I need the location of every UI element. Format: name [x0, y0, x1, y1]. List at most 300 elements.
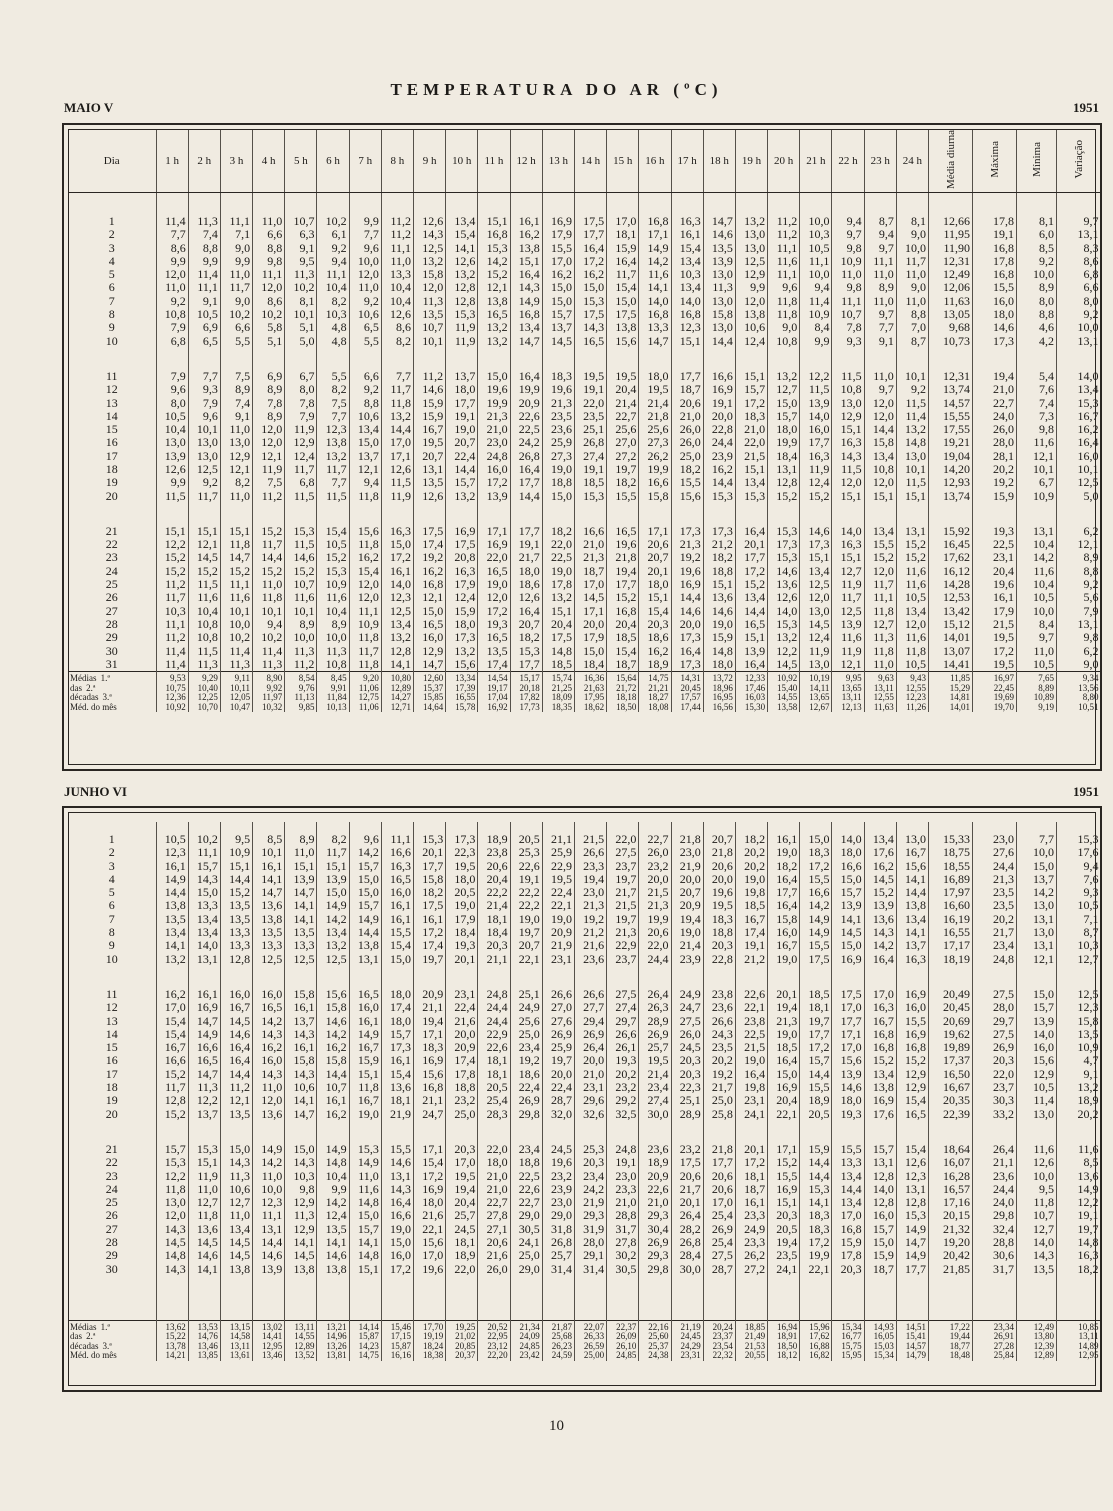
medias-label: [68, 1332, 156, 1342]
value-cell: 14,9: [639, 242, 671, 255]
value-cell: 14,3: [156, 1263, 188, 1276]
value-cell: 24,4: [478, 1015, 510, 1028]
value-cell: 22,3: [671, 1081, 703, 1094]
blank-cell: [671, 822, 703, 833]
value-cell: 12,0: [832, 476, 864, 489]
value-cell: 15,1: [542, 605, 574, 618]
day-cell: 1: [108, 833, 115, 846]
month-mean-value: 12,89: [1017, 1351, 1057, 1361]
blank-cell: [973, 1298, 1017, 1321]
value-cell: 19,7: [510, 926, 542, 939]
value-cell: 18,0: [703, 658, 735, 672]
table-row: [68, 1143, 1101, 1156]
value-cell: 17,9: [973, 605, 1017, 618]
value-cell: 19,7: [414, 953, 446, 966]
value-cell: 17,7: [510, 525, 542, 538]
value-cell: 11,2: [156, 578, 188, 591]
month-mean-value: 12,67: [800, 703, 832, 713]
value-cell: 15,4: [639, 605, 671, 618]
value-cell: 17,5: [574, 215, 606, 228]
blank-cell: [607, 1121, 639, 1143]
value-cell: 19,9: [800, 1249, 832, 1262]
medias-value: 26,23: [542, 1342, 574, 1352]
value-cell: 13,0: [220, 436, 252, 449]
value-cell: 10,1: [285, 308, 317, 321]
blank-cell: [864, 822, 896, 833]
table-row: [68, 1196, 1101, 1209]
value-cell: 7,4: [1017, 397, 1057, 410]
month-mean-value: 14,79: [896, 1351, 928, 1361]
value-cell: 23,9: [703, 450, 735, 463]
value-cell: 22,9: [607, 939, 639, 952]
value-cell: 13,3: [253, 939, 285, 952]
value-cell: 5,1: [285, 321, 317, 334]
value-cell: 25,1: [574, 423, 606, 436]
value-cell: 8,8: [1057, 565, 1101, 578]
blank-cell: [574, 503, 606, 525]
value-cell: 15,1: [800, 551, 832, 564]
value-cell: 11,0: [896, 268, 928, 281]
value-cell: 23,6: [973, 1170, 1017, 1183]
value-cell: 11,8: [768, 308, 800, 321]
value-cell: 9,2: [349, 295, 381, 308]
blank-cell: [188, 822, 220, 833]
value-cell: 20,4: [607, 618, 639, 631]
value-cell: 9,2: [896, 383, 928, 396]
day-cell: 8: [108, 308, 115, 322]
value-cell: 12,0: [478, 591, 510, 604]
value-cell: 16,07: [929, 1156, 973, 1169]
table-row: [68, 525, 1101, 538]
day-cell: 12: [105, 383, 118, 397]
value-cell: 18,5: [735, 899, 767, 912]
value-cell: 11,9: [188, 1170, 220, 1183]
blank-cell: [317, 1276, 349, 1298]
value-cell: 11,2: [414, 370, 446, 383]
blank-cell: [510, 1276, 542, 1298]
value-cell: 5,1: [253, 335, 285, 348]
blank-cell: [703, 192, 735, 215]
value-cell: 7,6: [1057, 873, 1101, 886]
value-cell: 29,6: [574, 1094, 606, 1107]
year-label-junho: 1951: [1073, 784, 1099, 799]
value-cell: 15,7: [1017, 1001, 1057, 1014]
value-cell: 12,0: [864, 565, 896, 578]
blank-cell: [768, 822, 800, 833]
decade-spacer-row: [68, 503, 1101, 525]
value-cell: 14,0: [864, 1183, 896, 1196]
value-cell: 9,3: [188, 383, 220, 396]
medias-value: 11,97: [253, 693, 285, 703]
value-cell: 10,9: [832, 255, 864, 268]
value-cell: 16,6: [832, 860, 864, 873]
value-cell: 20,7: [414, 450, 446, 463]
value-cell: 8,0: [1017, 295, 1057, 308]
value-cell: 15,9: [800, 1143, 832, 1156]
value-cell: 11,9: [800, 645, 832, 658]
blank-cell: [671, 1276, 703, 1298]
value-cell: 13,6: [1057, 1170, 1101, 1183]
value-cell: 19,5: [542, 873, 574, 886]
value-cell: 15,6: [446, 658, 478, 672]
value-cell: 14,8: [703, 645, 735, 658]
header-hour: 20 h: [768, 130, 800, 192]
value-cell: 20,9: [671, 899, 703, 912]
value-cell: 18,1: [607, 228, 639, 241]
value-cell: 18,0: [446, 383, 478, 396]
value-cell: 23,4: [510, 1041, 542, 1054]
value-cell: 23,9: [671, 953, 703, 966]
page-title: TEMPERATURA DO AR (ºC): [390, 80, 723, 99]
value-cell: 8,7: [896, 335, 928, 348]
value-cell: 14,4: [220, 1068, 252, 1081]
value-cell: 12,1: [832, 658, 864, 672]
value-cell: 19,0: [703, 618, 735, 631]
value-cell: 22,6: [510, 860, 542, 873]
month-mean-value: 24,59: [542, 1351, 574, 1361]
value-cell: 19,4: [574, 873, 606, 886]
value-cell: 9,7: [1057, 215, 1101, 228]
value-cell: 16,1: [188, 988, 220, 1001]
value-cell: 19,3: [607, 1054, 639, 1067]
value-cell: 12,0: [349, 591, 381, 604]
value-cell: 12,1: [349, 463, 381, 476]
value-cell: 6,7: [285, 370, 317, 383]
value-cell: 16,4: [735, 525, 767, 538]
value-cell: 20,42: [929, 1249, 973, 1262]
value-cell: 12,7: [832, 565, 864, 578]
blank-cell: [68, 966, 156, 988]
value-cell: 18,1: [381, 1094, 413, 1107]
value-cell: 12,0: [156, 1209, 188, 1222]
value-cell: 14,4: [800, 1068, 832, 1081]
blank-cell: [446, 503, 478, 525]
value-cell: 14,9: [317, 899, 349, 912]
value-cell: 14,2: [478, 255, 510, 268]
medias-value: 17,82: [510, 693, 542, 703]
value-cell: 16,5: [896, 1108, 928, 1121]
value-cell: 18,0: [446, 873, 478, 886]
value-cell: 15,4: [896, 1094, 928, 1107]
value-cell: 19,0: [478, 578, 510, 591]
value-cell: 14,7: [639, 335, 671, 348]
blank-cell: [253, 192, 285, 215]
value-cell: 12,8: [381, 645, 413, 658]
blank-cell: [735, 1298, 767, 1321]
value-cell: 14,3: [188, 873, 220, 886]
value-cell: 7,8: [832, 321, 864, 334]
blank-cell: [253, 1276, 285, 1298]
value-cell: 17,17: [929, 939, 973, 952]
month-mean-value: 12,71: [381, 703, 413, 713]
value-cell: 16,60: [929, 899, 973, 912]
medias-value: 15,34: [832, 1320, 864, 1332]
value-cell: 10,1: [414, 335, 446, 348]
value-cell: 13,5: [220, 899, 252, 912]
value-cell: 16,67: [929, 1081, 973, 1094]
value-cell: 25,7: [446, 1209, 478, 1222]
medias-value: 14,58: [220, 1332, 252, 1342]
value-cell: 9,7: [864, 242, 896, 255]
value-cell: 8,9: [1057, 551, 1101, 564]
value-cell: 16,2: [542, 268, 574, 281]
value-cell: 19,3: [446, 939, 478, 952]
value-cell: 10,4: [317, 605, 349, 618]
value-cell: 9,5: [220, 833, 252, 846]
day-cell: 20: [105, 489, 118, 503]
month-mean-value: 18,48: [929, 1351, 973, 1361]
value-cell: 12,1: [188, 538, 220, 551]
value-cell: 7,7: [349, 228, 381, 241]
blank-cell: [414, 1276, 446, 1298]
blank-cell: [1057, 966, 1101, 988]
value-cell: 10,5: [1057, 899, 1101, 912]
value-cell: 15,2: [478, 268, 510, 281]
value-cell: 22,4: [446, 1001, 478, 1014]
value-cell: 12,2: [156, 538, 188, 551]
value-cell: 24,8: [973, 953, 1017, 966]
value-cell: 15,0: [188, 886, 220, 899]
month-mean-value: 23,42: [510, 1351, 542, 1361]
value-cell: 22,2: [510, 886, 542, 899]
blank-cell: [381, 192, 413, 215]
blank-cell: [929, 503, 973, 525]
medias-value: 21,19: [671, 1320, 703, 1332]
value-cell: 16,2: [639, 645, 671, 658]
value-cell: 19,1: [574, 383, 606, 396]
value-cell: 11,3: [414, 295, 446, 308]
value-cell: 9,1: [864, 335, 896, 348]
value-cell: 20,2: [735, 860, 767, 873]
medias-row: [68, 1342, 1101, 1352]
blank-cell: [349, 966, 381, 988]
month-mean-value: 16,92: [478, 703, 510, 713]
blank-cell: [1057, 1276, 1101, 1298]
decade-number: 2.ª: [86, 1332, 96, 1342]
medias-value: 17,57: [671, 693, 703, 703]
value-cell: 15,0: [1017, 988, 1057, 1001]
value-cell: 7,9: [285, 410, 317, 423]
value-cell: 13,4: [671, 281, 703, 294]
value-cell: 23,1: [973, 551, 1017, 564]
value-cell: 25,9: [542, 436, 574, 449]
value-cell: 21,8: [671, 833, 703, 846]
value-cell: 12,4: [735, 335, 767, 348]
value-cell: 17,5: [542, 631, 574, 644]
value-cell: 16,3: [381, 525, 413, 538]
header-maxima-text: Máxima: [988, 141, 1001, 178]
medias-value: 13,11: [285, 1320, 317, 1332]
value-cell: 26,1: [607, 1041, 639, 1054]
month-mean-value: 16,16: [381, 1351, 413, 1361]
value-cell: 21,32: [929, 1223, 973, 1236]
value-cell: 9,2: [1017, 255, 1057, 268]
value-cell: 23,1: [446, 988, 478, 1001]
value-cell: 10,6: [735, 321, 767, 334]
value-cell: 20,1: [446, 953, 478, 966]
decade-number: 1.ª: [100, 1321, 110, 1332]
value-cell: 11,2: [768, 228, 800, 241]
value-cell: 21,4: [639, 397, 671, 410]
value-cell: 16,89: [929, 873, 973, 886]
value-cell: 11,6: [832, 631, 864, 644]
value-cell: 23,1: [574, 1081, 606, 1094]
medias-value: 14,96: [317, 1332, 349, 1342]
value-cell: 15,1: [671, 335, 703, 348]
value-cell: 5,0: [1057, 490, 1101, 503]
value-cell: 18,0: [832, 846, 864, 859]
value-cell: 26,6: [574, 846, 606, 859]
value-cell: 16,9: [864, 1094, 896, 1107]
value-cell: 18,1: [478, 1054, 510, 1067]
value-cell: 15,2: [253, 565, 285, 578]
value-cell: 14,6: [381, 1156, 413, 1169]
value-cell: 13,9: [832, 1068, 864, 1081]
value-cell: 14,01: [929, 631, 973, 644]
medias-value: 20,85: [446, 1342, 478, 1352]
value-cell: 20,6: [703, 1183, 735, 1196]
value-cell: 16,8: [414, 1081, 446, 1094]
junho-frame: [62, 806, 1102, 1392]
medias-value: 14,55: [768, 693, 800, 703]
value-cell: 18,1: [446, 1236, 478, 1249]
value-cell: 19,1: [973, 228, 1017, 241]
value-cell: 13,2: [896, 423, 928, 436]
value-cell: 16,9: [703, 383, 735, 396]
value-cell: 18,7: [735, 1183, 767, 1196]
value-cell: 14,1: [285, 1094, 317, 1107]
day-cell: 26: [105, 591, 118, 605]
table-row: [68, 463, 1101, 476]
blank-cell: [285, 966, 317, 988]
value-cell: 28,0: [973, 436, 1017, 449]
value-cell: 9,7: [864, 383, 896, 396]
value-cell: 10,4: [1017, 538, 1057, 551]
spacer-row: [68, 1276, 1101, 1298]
value-cell: 14,2: [317, 1028, 349, 1041]
value-cell: 21,1: [414, 1001, 446, 1014]
value-cell: 16,0: [349, 1001, 381, 1014]
value-cell: 8,8: [896, 308, 928, 321]
value-cell: 4,6: [1017, 321, 1057, 334]
value-cell: 24,9: [735, 1223, 767, 1236]
value-cell: 11,7: [220, 281, 252, 294]
value-cell: 21,3: [607, 926, 639, 939]
value-cell: 13,6: [768, 578, 800, 591]
value-cell: 9,8: [1017, 423, 1057, 436]
value-cell: 8,6: [381, 321, 413, 334]
value-cell: 28,9: [639, 1015, 671, 1028]
blank-cell: [156, 503, 188, 525]
blank-cell: [607, 503, 639, 525]
value-cell: 12,5: [317, 953, 349, 966]
value-cell: 15,7: [349, 860, 381, 873]
value-cell: 7,1: [220, 228, 252, 241]
value-cell: 10,3: [1057, 939, 1101, 952]
value-cell: 25,0: [446, 1108, 478, 1121]
value-cell: 13,4: [220, 1223, 252, 1236]
value-cell: 15,7: [349, 1223, 381, 1236]
value-cell: 19,89: [929, 1041, 973, 1054]
value-cell: 11,3: [317, 645, 349, 658]
table-row: [68, 1081, 1101, 1094]
value-cell: 12,0: [414, 281, 446, 294]
value-cell: 15,0: [381, 1236, 413, 1249]
month-mean-value: 10,32: [253, 703, 285, 713]
value-cell: 22,1: [414, 1223, 446, 1236]
value-cell: 13,6: [253, 1108, 285, 1121]
blank-cell: [864, 503, 896, 525]
value-cell: 16,50: [929, 1068, 973, 1081]
medias-value: 9,76: [285, 684, 317, 694]
value-cell: 13,8: [607, 321, 639, 334]
value-cell: 21,7: [973, 926, 1017, 939]
value-cell: 10,3: [317, 308, 349, 321]
header-hour: 17 h: [671, 130, 703, 192]
value-cell: 23,4: [639, 1081, 671, 1094]
table-row: [68, 295, 1101, 308]
value-cell: 16,6: [639, 476, 671, 489]
value-cell: 18,6: [510, 578, 542, 591]
value-cell: 12,6: [446, 255, 478, 268]
value-cell: 10,2: [220, 631, 252, 644]
month-mean-value: 13,58: [768, 703, 800, 713]
value-cell: 13,4: [317, 926, 349, 939]
value-cell: 21,9: [671, 860, 703, 873]
value-cell: 10,0: [253, 1183, 285, 1196]
value-cell: 19,2: [671, 551, 703, 564]
value-cell: 16,4: [607, 255, 639, 268]
value-cell: 14,5: [220, 1249, 252, 1262]
value-cell: 7,1: [1057, 913, 1101, 926]
month-mean-value: 14,21: [156, 1351, 188, 1361]
value-cell: 15,5: [671, 476, 703, 489]
blank-cell: [832, 348, 864, 370]
value-cell: 8,5: [253, 833, 285, 846]
value-cell: 21,5: [973, 618, 1017, 631]
value-cell: 15,2: [156, 1068, 188, 1081]
blank-cell: [220, 503, 252, 525]
medias-value: 9,92: [253, 684, 285, 694]
value-cell: 10,1: [285, 605, 317, 618]
value-cell: 26,9: [973, 1041, 1017, 1054]
value-cell: 17,3: [800, 538, 832, 551]
value-cell: 33,2: [973, 1108, 1017, 1121]
value-cell: 17,55: [929, 423, 973, 436]
value-cell: 16,4: [768, 899, 800, 912]
value-cell: 14,9: [317, 1143, 349, 1156]
value-cell: 12,1: [1057, 538, 1101, 551]
value-cell: 12,0: [253, 436, 285, 449]
value-cell: 12,5: [414, 242, 446, 255]
value-cell: 19,0: [735, 1054, 767, 1067]
value-cell: 10,4: [188, 605, 220, 618]
value-cell: 7,5: [253, 476, 285, 489]
value-cell: 16,1: [285, 1041, 317, 1054]
value-cell: 18,3: [800, 1223, 832, 1236]
value-cell: 16,3: [896, 953, 928, 966]
value-cell: 14,5: [574, 591, 606, 604]
value-cell: 15,12: [929, 618, 973, 631]
blank-cell: [188, 1121, 220, 1143]
value-cell: 15,6: [349, 525, 381, 538]
value-cell: 9,9: [220, 255, 252, 268]
blank-cell: [478, 1121, 510, 1143]
table-row: [68, 242, 1101, 255]
value-cell: 11,3: [285, 645, 317, 658]
blank-cell: [478, 822, 510, 833]
medias-value: 26,33: [574, 1332, 606, 1342]
